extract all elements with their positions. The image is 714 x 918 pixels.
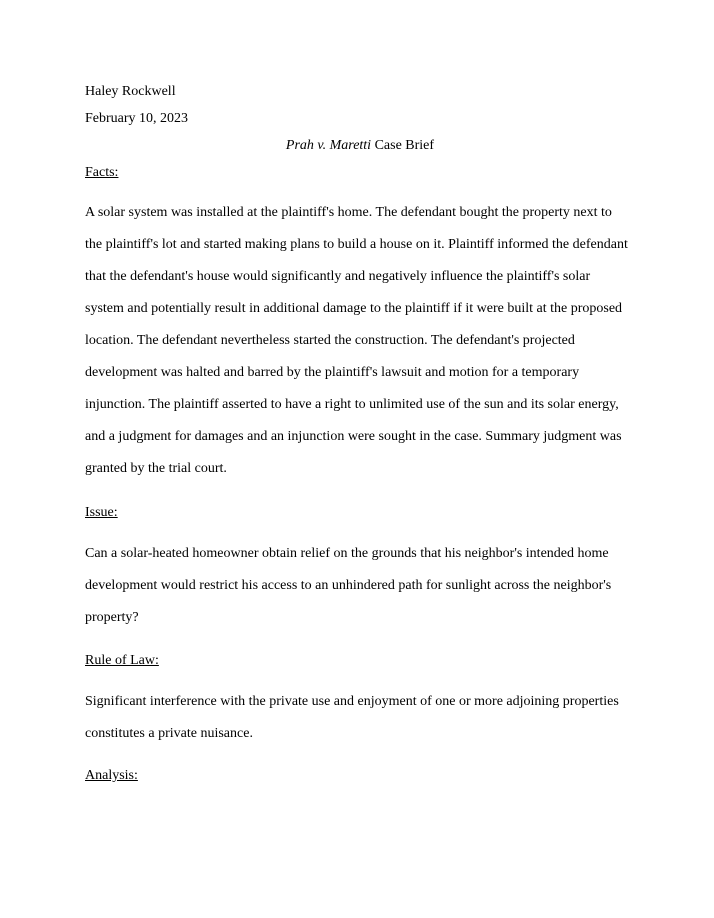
facts-line: that the defendant's house would significantly and negatively influence the plaintiff's solar xyxy=(85,269,591,284)
author-name: Haley Rockwell xyxy=(85,84,176,99)
facts-line: injunction. The plaintiff asserted to have a right to unlimited use of the sun and its solar energy, xyxy=(85,397,619,412)
case-name: Prah v. Maretti xyxy=(285,138,372,153)
facts-line: and a judgment for damages and an injunction were sought in the case. Summary judgment was xyxy=(85,429,622,444)
rule-line: Significant interference with the private use and enjoyment of one or more adjoining properties xyxy=(85,694,619,709)
issue-heading: Issue: xyxy=(85,505,118,520)
facts-line: granted by the trial court. xyxy=(85,461,227,476)
rule-paragraph xyxy=(85,686,635,750)
facts-line: the plaintiff's lot and started making plans to build a house on it. Plaintiff informed the defendant xyxy=(85,237,628,252)
issue-paragraph xyxy=(85,538,635,634)
facts-heading: Facts: xyxy=(85,165,119,180)
title-suffix: Case Brief xyxy=(371,138,435,153)
facts-line: A solar system was installed at the plaintiff's home. The defendant bought the property next to xyxy=(85,205,612,220)
facts-line: system and potentially result in additional damage to the plaintiff if it were built at the proposed xyxy=(85,301,623,316)
rule-line: constitutes a private nuisance. xyxy=(85,726,253,741)
issue-line: Can a solar-heated homeowner obtain relief on the grounds that his neighbor's intended home xyxy=(85,546,609,561)
rule-heading: Rule of Law: xyxy=(85,653,159,668)
facts-line: location. The defendant nevertheless started the construction. The defendant's projected xyxy=(85,333,575,348)
issue-line: development would restrict his access to an unhindered path for sunlight across the neighbor's xyxy=(85,578,612,593)
facts-paragraph xyxy=(85,197,635,485)
analysis-heading: Analysis: xyxy=(85,768,138,783)
facts-line: development was halted and barred by the plaintiff's lawsuit and motion for a temporary xyxy=(85,365,580,380)
document-date: February 10, 2023 xyxy=(85,111,189,126)
issue-line: property? xyxy=(85,610,139,625)
document-title xyxy=(85,137,635,155)
